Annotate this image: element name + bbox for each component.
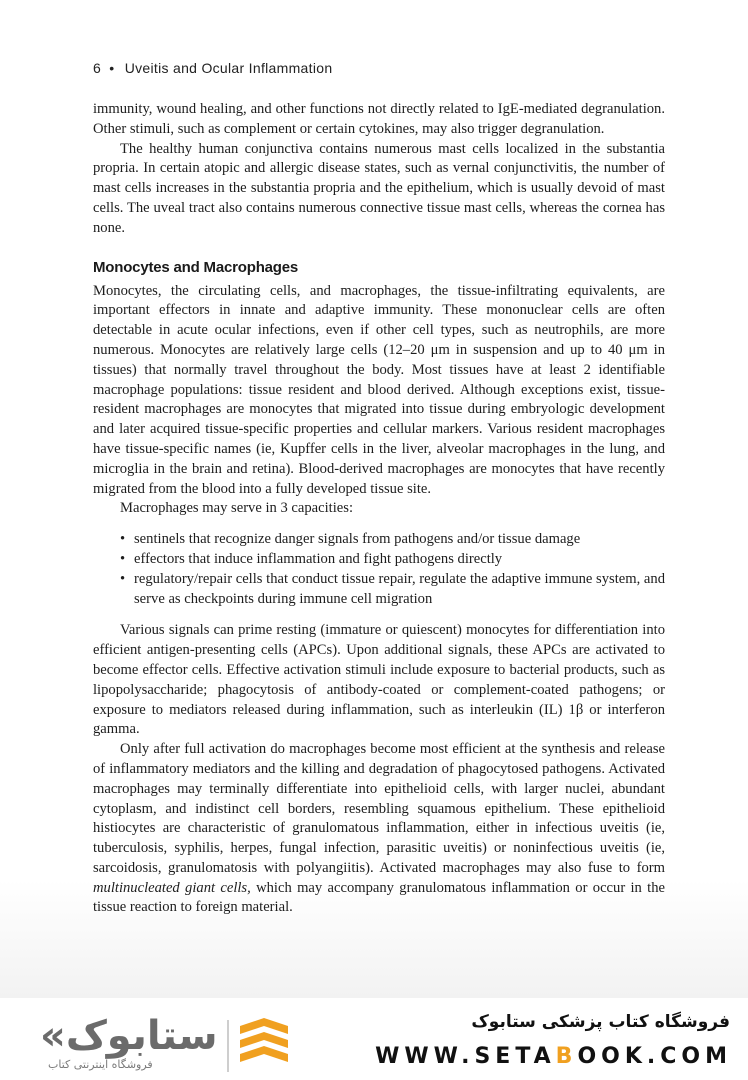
paragraph-epithelioid (93, 740, 665, 918)
paragraph-activation: Various signals can prime resting (immature or quiescent) monocytes for differentiation into efficient antigen-presenting cells (APCs). Upon additional signals, these APCs are activated to become effector cells. Effective activation stimuli include exposure to bacterial products, such as lipopolysaccharide; phagocytosis of antibody-coated or complement-coated pathogens; or exposure to mediators released during inflammation, such as interleukin (IL) 1β or interferon gamma. (93, 622, 665, 738)
header-separator: • (109, 60, 115, 76)
page-number: 6 (93, 60, 102, 76)
logo-text: «ستابوک (40, 1013, 218, 1059)
list-item-text: regulatory/repair cells that conduct tissue repair, regulate the adaptive immune system, and serve as checkpoints during immune cell migration (134, 570, 665, 607)
page-body (93, 100, 665, 918)
paragraph-text: Only after full activation do macrophages become most efficient at the synthesis and release of inflammatory mediators and the killing and degradation of phagocytosed pathogens. Activated macrophages may terminally differentiate into epithelioid cells, with larger nuclei, abundant cytoplasm, and indistinct cell borders, resembling squamous epithelium. These epithelioid histiocytes are characteristic of granulomatous inflammation, either in infectious uveitis (ie, tuberculosis, syphilis, herpes, fungal infection, parasitic uveitis) or noninfectious uveitis (ie, sarcoidosis, granulomatosis with polyangiitis). Activated macrophages may also fuse to form (93, 741, 665, 876)
list-item (120, 530, 665, 550)
paragraph-text: which may accompany granulomatous inflammation or occur in the tissue reaction to foreign material. (93, 879, 665, 916)
paragraph-monocytes: Monocytes, the circulating cells, and macrophages, the tissue-infiltrating equivalents, are important effectors in innate and adaptive immunity. These mononuclear cells are often detectable in acute ocular infections, even if other cell types, such as neutrophils, are more numerous. Monocytes are relatively large cells (12–20 μm in suspension and up to 40 μm in tissues) that normally travel throughout the body. Most tissues have at least 2 identifiable macrophage populations: tissue resident and blood derived. Although exceptions exist, tissue-resident macrophages are monocytes that migrated into tissue during embryologic development and later acquired tissue-specific properties and cellular markers. Various resident macrophages have tissue-specific names (ie, Kupffer cells in the liver, alveolar macrophages in the lung, and microglia in the brain and retina). Blood-derived macrophages are monocytes that have recently migrated from the blood into a fully developed tissue site. (93, 282, 665, 497)
list-item (120, 570, 665, 610)
paragraph-conjunctiva: The healthy human conjunctiva contains numerous mast cells localized in the substantia propria. In certain atopic and allergic disease states, such as vernal conjunctivitis, the number of mast cells increases in the substantia propria and the epithelium, which is usually devoid of mast cells. The uveal tract also contains numerous connective tissue mast cells, whereas the cornea has none. (93, 140, 665, 236)
setabook-logo[interactable] (28, 1014, 298, 1074)
bullet-symbol: • (120, 570, 126, 587)
capacities-list (93, 530, 665, 609)
stacked-chevrons-icon (226, 1018, 296, 1074)
paragraph-capacities-intro: Macrophages may serve in 3 capacities: (120, 500, 354, 517)
list-item-text: sentinels that recognize danger signals from pathogens and/or tissue damage (134, 531, 581, 548)
paragraph-continuation: immunity, wound healing, and other functions not directly related to IgE-mediated degranulation. Other stimuli, such as complement or certain cytokines, may also trigger degranulation. (93, 101, 665, 137)
store-title: فروشگاه کتاب پزشکی ستابوک (471, 1012, 730, 1032)
list-item-text: effectors that induce inflammation and fight pathogens directly (134, 550, 503, 567)
logo-subtitle: فروشگاه اینترنتی کتاب (48, 1058, 153, 1071)
url-suffix: OOK.COM (577, 1044, 732, 1069)
bullet-symbol: • (120, 531, 126, 548)
running-title: Uveitis and Ocular Inflammation (124, 60, 333, 76)
url-accent: B (555, 1044, 578, 1069)
store-url-link[interactable] (375, 1044, 732, 1069)
list-item (120, 550, 665, 570)
section-heading: Monocytes and Macrophages (93, 258, 299, 276)
bullet-symbol: • (120, 550, 126, 567)
watermark-footer (0, 998, 748, 1080)
running-header (93, 60, 332, 76)
url-prefix: WWW.SETA (375, 1044, 556, 1069)
emphasis-term: multinucleated giant cells, (93, 879, 251, 896)
